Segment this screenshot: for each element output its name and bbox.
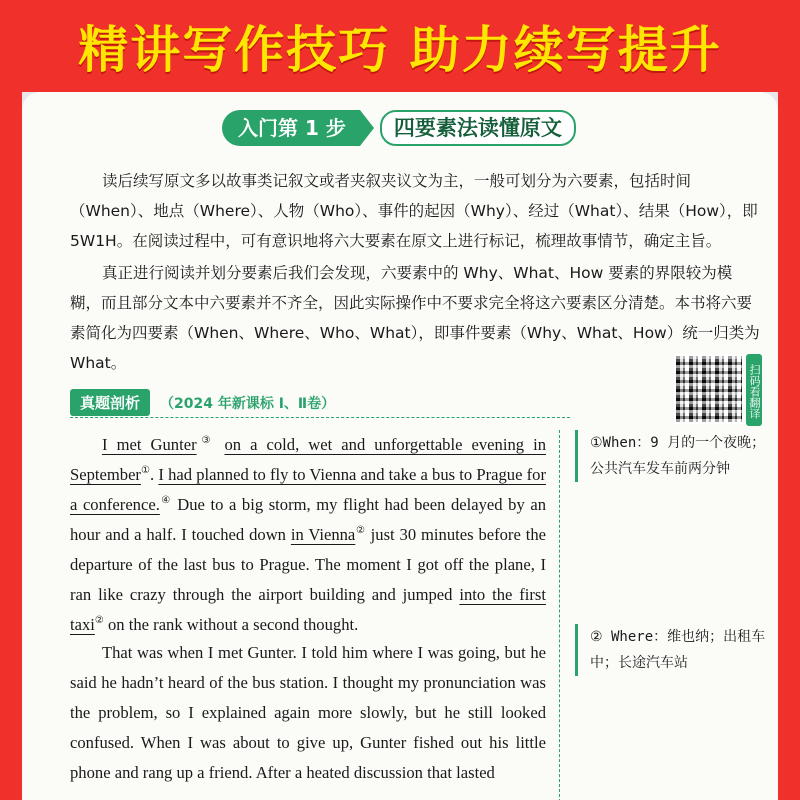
exam-source: （2024 年新课标 Ⅰ、Ⅱ卷） (160, 395, 336, 412)
exam-analysis-label: 真题剖析 (70, 389, 150, 416)
intro-paragraph-2: 真正进行阅读并划分要素后我们会发现，六要素中的 Why、What、How 要素的界限较为模糊，而且部分文本中六要素并不齐全，因此实际操作中不要求完全将这六要素区分清楚。本书将六要素简化为四要素（When、Where、Who、What），即事件要素（Why、What、How）统一归类为 What。 (70, 264, 760, 372)
promo-banner (0, 0, 800, 92)
qr-code-icon[interactable] (674, 354, 744, 424)
scan-translation-tag: 扫码看翻译 (746, 354, 762, 426)
step-header (222, 108, 576, 148)
intro-paragraph-1: 读后续写原文多以故事类记叙文或者夹叙夹议文为主，一般可划分为六要素，包括时间（When）、地点（Where）、人物（Who）、事件的起因（Why）、经过（What）、结果（How），即 5W1H。在阅读过程中，可有意识地将六大要素在原文上进行标记，梳理故事情节，确定主旨。 (70, 172, 758, 250)
passage-paragraph-2: That was when I met Gunter. I told him where I was going, but he said he hadn’t heard of the bus station. I thought my pronunciation was the problem, so I explained again more slowly, but he still looked confused. When I was about to give up, Gunter fished out his little phone and rang up a friend. After a heated discussion that lasted (70, 643, 546, 782)
section-divider (70, 417, 570, 418)
right-red-border (778, 92, 800, 800)
passage-paragraph-1: I met Gunter③ on a cold, wet and unforgettable evening in September①. I had planned to fly to Vienna and take a bus to Prague for a conference.④ Due to a big storm, my flight had been delayed by an hour and a half. I touched down in Vienna② just 30 minutes before the departure of the last bus to Prague. The moment I got off the plane, I ran like crazy through the airport building and jumped into the first taxi② on the rank without a second thought. (70, 435, 547, 634)
note-where: ② Where：维也纳；出租车中；长途汽车站 (575, 624, 770, 676)
exam-analysis-header (70, 389, 335, 416)
note-when: ①When：9 月的一个夜晚；公共汽车发车前两分钟 (575, 430, 770, 482)
book-page (22, 92, 778, 800)
step-arrow-icon (360, 110, 374, 146)
step-label: 入门第 1 步 (222, 110, 360, 146)
left-red-border (0, 92, 22, 800)
margin-divider (559, 430, 560, 800)
step-title: 四要素法读懂原文 (380, 110, 576, 146)
banner-title: 精讲写作技巧 助力续写提升 (78, 21, 722, 79)
